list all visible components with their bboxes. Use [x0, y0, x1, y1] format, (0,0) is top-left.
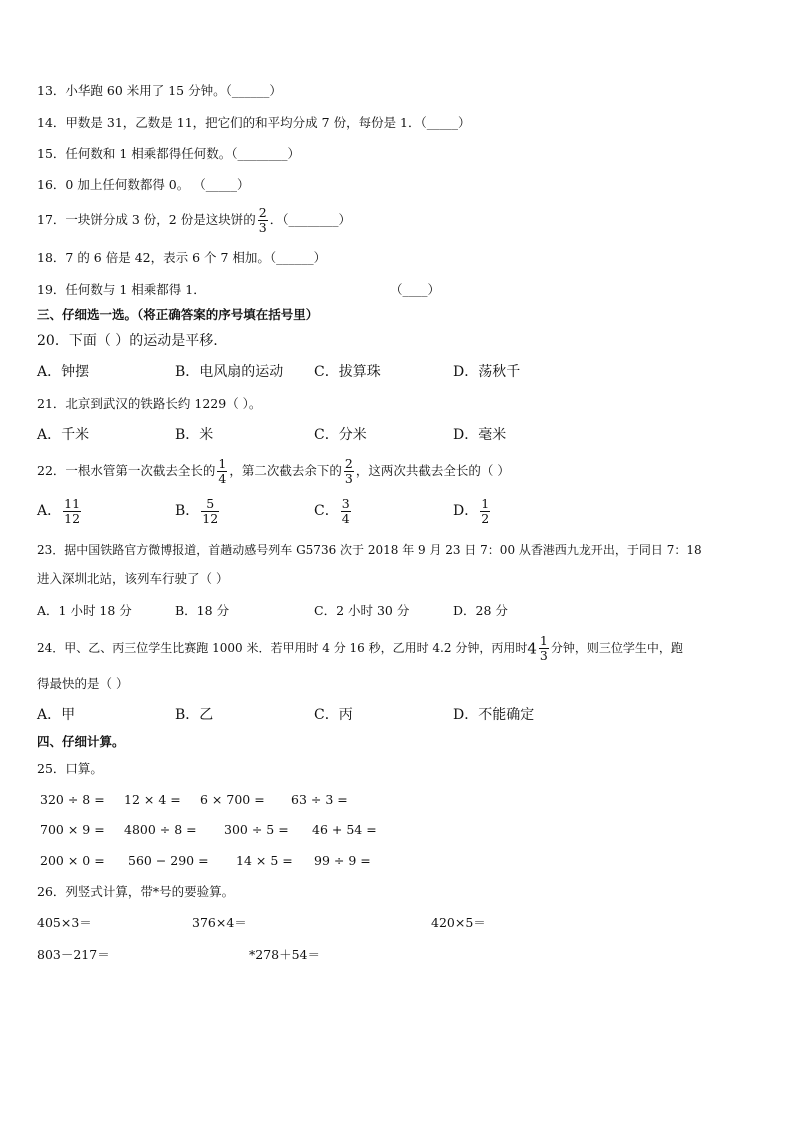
fraction-one-quarter: $\frac{1}{4}$: [218, 456, 227, 486]
vertical-calc-4: 803－217＝: [37, 947, 110, 962]
question-22-part2: ，第二次截去余下的: [229, 463, 342, 478]
question-23-line2: 进入深圳北站，该列车行驶了（ ）: [37, 571, 229, 586]
q20-option-c: C．拔算珠: [314, 364, 381, 380]
question-17: [37, 205, 351, 235]
question-26-title: 26．列竖式计算，带*号的要验算。: [37, 884, 235, 899]
fraction-two-thirds: $\frac{2}{3}$: [258, 205, 267, 235]
question-24-part1: 24．甲、乙、丙三位学生比赛跑 1000 米．若甲用时 4 分 16 秒，乙用时 4.2 分钟，丙用时: [37, 641, 528, 655]
q20-option-b: B．电风扇的运动: [175, 364, 284, 380]
vertical-calc-1: 405×3＝: [37, 915, 92, 930]
question-25-title: 25．口算。: [37, 761, 103, 776]
q22-option-b: B． $\frac{5}{12}$: [175, 495, 219, 526]
question-14: 14．甲数是 31，乙数是 11，把它们的和平均分成 7 份，每份是 1．（_____）: [37, 115, 471, 130]
vertical-calc-2: 376×4＝: [192, 915, 247, 930]
oral-calc-r2-c1: 700 × 9 =: [40, 822, 105, 837]
vertical-calc-5: *278＋54＝: [249, 947, 321, 962]
oral-calc-r2-c2: 4800 ÷ 8 =: [124, 822, 197, 837]
q22-option-d: D． $\frac{1}{2}$: [453, 495, 490, 526]
oral-calc-r2-c4: 46 + 54 =: [312, 822, 377, 837]
section-3-title: 三、仔细选一选。（将正确答案的序号填在括号里）: [37, 307, 319, 322]
question-19: 19．任何数与 1 相乘都得 1．: [37, 282, 206, 297]
question-24-line1: [37, 630, 683, 667]
q22-option-c: C． $\frac{3}{4}$: [314, 495, 350, 526]
oral-calc-r1-c1: 320 ÷ 8 =: [40, 792, 105, 807]
oral-calc-r1-c4: 63 ÷ 3 =: [291, 792, 348, 807]
q22-option-a: A． $\frac{11}{12}$: [37, 495, 81, 526]
q23-option-c: C．2 小时 30 分: [314, 603, 410, 618]
question-20: 20．下面（ ）的运动是平移.: [37, 333, 218, 349]
oral-calc-r2-c3: 300 ÷ 5 =: [224, 822, 289, 837]
q23-option-b: B．18 分: [175, 603, 230, 618]
oral-calc-r1-c3: 6 × 700 =: [200, 792, 265, 807]
q24-option-c: C．丙: [314, 707, 353, 723]
question-24-line2: 得最快的是（ ）: [37, 676, 129, 691]
q24-option-b: B．乙: [175, 707, 214, 723]
mixed-number: 4 $\frac{1}{3}$: [527, 633, 548, 664]
oral-calc-r3-c1: 200 × 0 =: [40, 853, 105, 868]
question-16: 16．0 加上任何数都得 0。 （_____）: [37, 177, 250, 192]
fraction-two-thirds: $\frac{2}{3}$: [344, 456, 353, 486]
oral-calc-r1-c2: 12 × 4 =: [124, 792, 181, 807]
q20-option-a: A．钟摆: [37, 364, 90, 380]
q21-option-d: D．毫米: [453, 427, 507, 443]
question-22-part3: ，这两次共截去全长的（ ）: [355, 463, 510, 478]
question-19-blank: （____）: [390, 282, 441, 297]
q24-option-a: A．甲: [37, 707, 76, 723]
q20-option-d: D．荡秋千: [453, 364, 521, 380]
question-15: 15．任何数和 1 相乘都得任何数。（________）: [37, 146, 301, 161]
oral-calc-r3-c4: 99 ÷ 9 =: [314, 853, 371, 868]
q21-option-b: B．米: [175, 427, 214, 443]
question-17-blank: ．（________）: [269, 212, 351, 227]
question-22-part1: 22．一根水管第一次截去全长的: [37, 463, 216, 478]
question-22: [37, 454, 510, 488]
q21-option-a: A．千米: [37, 427, 90, 443]
vertical-calc-3: 420×5＝: [431, 915, 486, 930]
q23-option-d: D．28 分: [453, 603, 508, 618]
q21-option-c: C．分米: [314, 427, 367, 443]
question-13: 13．小华跑 60 米用了 15 分钟。（______）: [37, 83, 282, 98]
question-23-line1: 23．据中国铁路官方微博报道，首趟动感号列车 G5736 次于 2018 年 9 月 23 日 7：00 从香港西九龙开出，于同日 7：18: [37, 543, 702, 557]
oral-calc-r3-c2: 560 − 290 =: [128, 853, 209, 868]
oral-calc-r3-c3: 14 × 5 =: [236, 853, 293, 868]
q23-option-a: A．1 小时 18 分: [37, 603, 132, 618]
section-4-title: 四、仔细计算。: [37, 734, 125, 749]
question-21: 21．北京到武汉的铁路长约 1229（ ）。: [37, 396, 262, 411]
question-17-text: 17．一块饼分成 3 份，2 份是这块饼的: [37, 212, 256, 227]
question-24-part2: 分钟，则三位学生中，跑: [550, 641, 683, 655]
question-18: 18．7 的 6 倍是 42，表示 6 个 7 相加。（______）: [37, 250, 327, 265]
q24-option-d: D．不能确定: [453, 707, 535, 723]
